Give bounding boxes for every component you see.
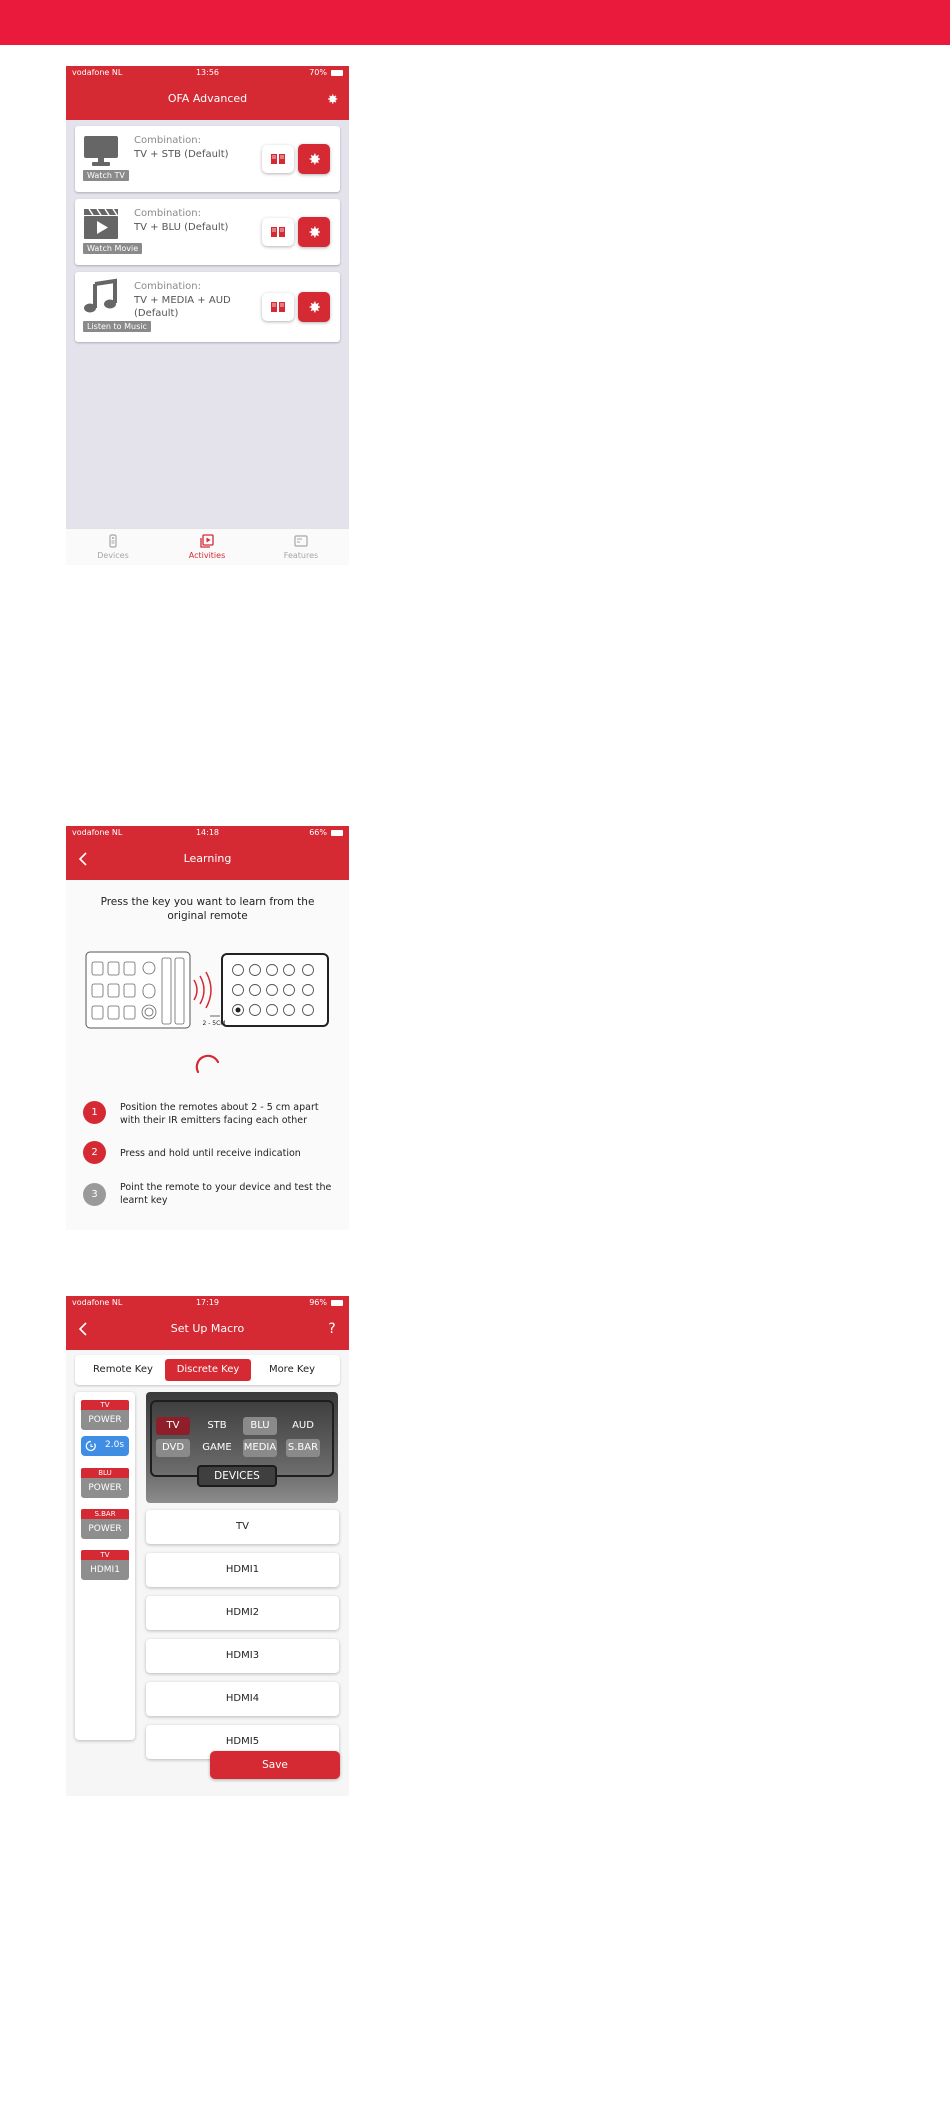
device-key-stb[interactable]: STB [207, 1420, 227, 1431]
discrete-key-item[interactable]: HDMI3 [146, 1639, 339, 1673]
macro-delay[interactable] [81, 1436, 129, 1456]
page-title: OFA Advanced [167, 92, 248, 105]
discrete-key-item[interactable]: HDMI1 [146, 1553, 339, 1587]
step-text: Position the remotes about 2 - 5 cm apart with their IR emitters facing each other [120, 1102, 319, 1126]
step-text: Press and hold until receive indication [120, 1148, 301, 1159]
clock: 17:19 [195, 1298, 220, 1307]
activity-badge: Listen to Music [83, 321, 151, 332]
music-note-icon [83, 280, 119, 314]
macro-step[interactable] [81, 1400, 129, 1430]
device-tag: TV [81, 1550, 129, 1560]
devices-button[interactable]: DEVICES [197, 1465, 277, 1487]
tab-features[interactable] [254, 529, 348, 566]
user-guide-button[interactable] [262, 218, 294, 246]
combination-label: Combination: [134, 135, 201, 146]
key-label: HDMI1 [81, 1560, 129, 1580]
device-tag: TV [81, 1400, 129, 1410]
activity-settings-button[interactable] [298, 217, 330, 247]
activities-icon [200, 534, 214, 548]
macro-step[interactable] [81, 1509, 129, 1539]
battery-icon [331, 1300, 343, 1306]
nav-bar [66, 840, 349, 880]
device-key-blu[interactable]: BLU [243, 1417, 277, 1435]
status-bar [66, 66, 349, 80]
activity-card-listen-to-music[interactable] [75, 272, 340, 342]
clock: 13:56 [195, 68, 220, 77]
activity-badge: Watch Movie [83, 243, 142, 254]
device-tag: BLU [81, 1468, 129, 1478]
discrete-key-list [142, 1506, 342, 1747]
user-guide-button[interactable] [262, 145, 294, 173]
nav-bar [66, 80, 349, 120]
device-key-media[interactable]: MEDIA [243, 1439, 277, 1457]
discrete-key-item[interactable]: HDMI4 [146, 1682, 339, 1716]
clapperboard-icon [83, 207, 119, 241]
battery-level: 66% [309, 828, 327, 837]
gear-icon [325, 92, 339, 106]
device-key-game[interactable]: GAME [202, 1442, 232, 1453]
activity-settings-button[interactable] [298, 292, 330, 322]
battery-icon [331, 70, 343, 76]
activity-card-watch-tv[interactable] [75, 126, 340, 192]
help-button[interactable]: ? [328, 1321, 336, 1337]
device-key-tv[interactable]: TV [156, 1417, 190, 1435]
activity-settings-button[interactable] [298, 144, 330, 174]
settings-button[interactable] [323, 88, 341, 110]
page-title: Set Up Macro [170, 1322, 245, 1335]
distance-label: 2 - 5CM [202, 1020, 226, 1027]
discrete-key-item[interactable]: HDMI2 [146, 1596, 339, 1630]
gear-icon [306, 299, 322, 315]
macro-sequence-list [75, 1392, 135, 1740]
tab-devices[interactable] [66, 529, 160, 566]
carrier: vodafone NL [72, 1298, 123, 1307]
tab-activities[interactable] [160, 529, 254, 566]
book-icon [270, 152, 286, 166]
step-number: 2 [83, 1141, 106, 1164]
tab-bar [66, 528, 349, 565]
macro-step[interactable] [81, 1468, 129, 1498]
screenshot-activities [66, 66, 349, 565]
carrier: vodafone NL [72, 828, 123, 837]
features-icon [294, 534, 308, 548]
macro-step[interactable] [81, 1550, 129, 1580]
step-number: 1 [83, 1101, 106, 1124]
device-key-dvd[interactable]: DVD [156, 1439, 190, 1457]
gear-icon [306, 224, 322, 240]
device-tag: S.BAR [81, 1509, 129, 1519]
key-label: POWER [81, 1410, 129, 1430]
battery-icon [331, 830, 343, 836]
key-label: POWER [81, 1519, 129, 1539]
combination-value: TV + STB (Default) [134, 149, 229, 160]
loading-spinner [193, 1052, 223, 1082]
segment-discrete-key[interactable]: Discrete Key [165, 1359, 251, 1381]
key-type-selector [75, 1355, 340, 1385]
tab-label: Activities [188, 551, 226, 560]
discrete-key-item[interactable]: TV [146, 1510, 339, 1544]
activity-card-watch-movie[interactable] [75, 199, 340, 265]
battery-level: 96% [309, 1298, 327, 1307]
status-bar [66, 1296, 349, 1310]
nav-bar [66, 1310, 349, 1350]
tab-label: Devices [97, 551, 129, 560]
step-number: 3 [83, 1183, 106, 1206]
device-key-sbar[interactable]: S.BAR [286, 1439, 320, 1457]
book-icon [270, 225, 286, 239]
delay-value: 2.0s [105, 1440, 125, 1450]
remote-icon [106, 534, 120, 548]
device-key-panel [146, 1392, 338, 1503]
remote-learning-illustration [84, 948, 332, 1032]
step-text: Point the remote to your device and test the learnt key [120, 1182, 332, 1206]
activity-badge: Watch TV [83, 170, 129, 181]
tab-label: Features [283, 551, 319, 560]
user-guide-button[interactable] [262, 293, 294, 321]
segment-more-key[interactable]: More Key [268, 1364, 316, 1375]
battery-level: 70% [309, 68, 327, 77]
key-label: POWER [81, 1478, 129, 1498]
device-key-aud[interactable]: AUD [292, 1420, 314, 1431]
screenshot-set-up-macro [66, 1296, 349, 1796]
combination-label: Combination: [134, 208, 201, 219]
carrier: vodafone NL [72, 68, 123, 77]
gear-icon [306, 151, 322, 167]
timer-icon [85, 1440, 97, 1452]
tv-icon [83, 134, 119, 168]
combination-value: TV + BLU (Default) [134, 222, 229, 233]
segment-remote-key[interactable]: Remote Key [93, 1364, 153, 1375]
screenshot-learning [66, 826, 349, 1230]
top-banner [0, 0, 950, 45]
discrete-key-item[interactable]: HDMI5 [146, 1725, 339, 1759]
save-button[interactable]: Save [210, 1751, 340, 1779]
combination-value: TV + MEDIA + AUD (Default) [134, 295, 231, 319]
combination-label: Combination: [134, 281, 201, 292]
page-title: Learning [183, 852, 232, 865]
status-bar [66, 826, 349, 840]
learn-instruction-heading: Press the key you want to learn from the original remote [100, 896, 315, 922]
clock: 14:18 [195, 828, 220, 837]
book-icon [270, 300, 286, 314]
